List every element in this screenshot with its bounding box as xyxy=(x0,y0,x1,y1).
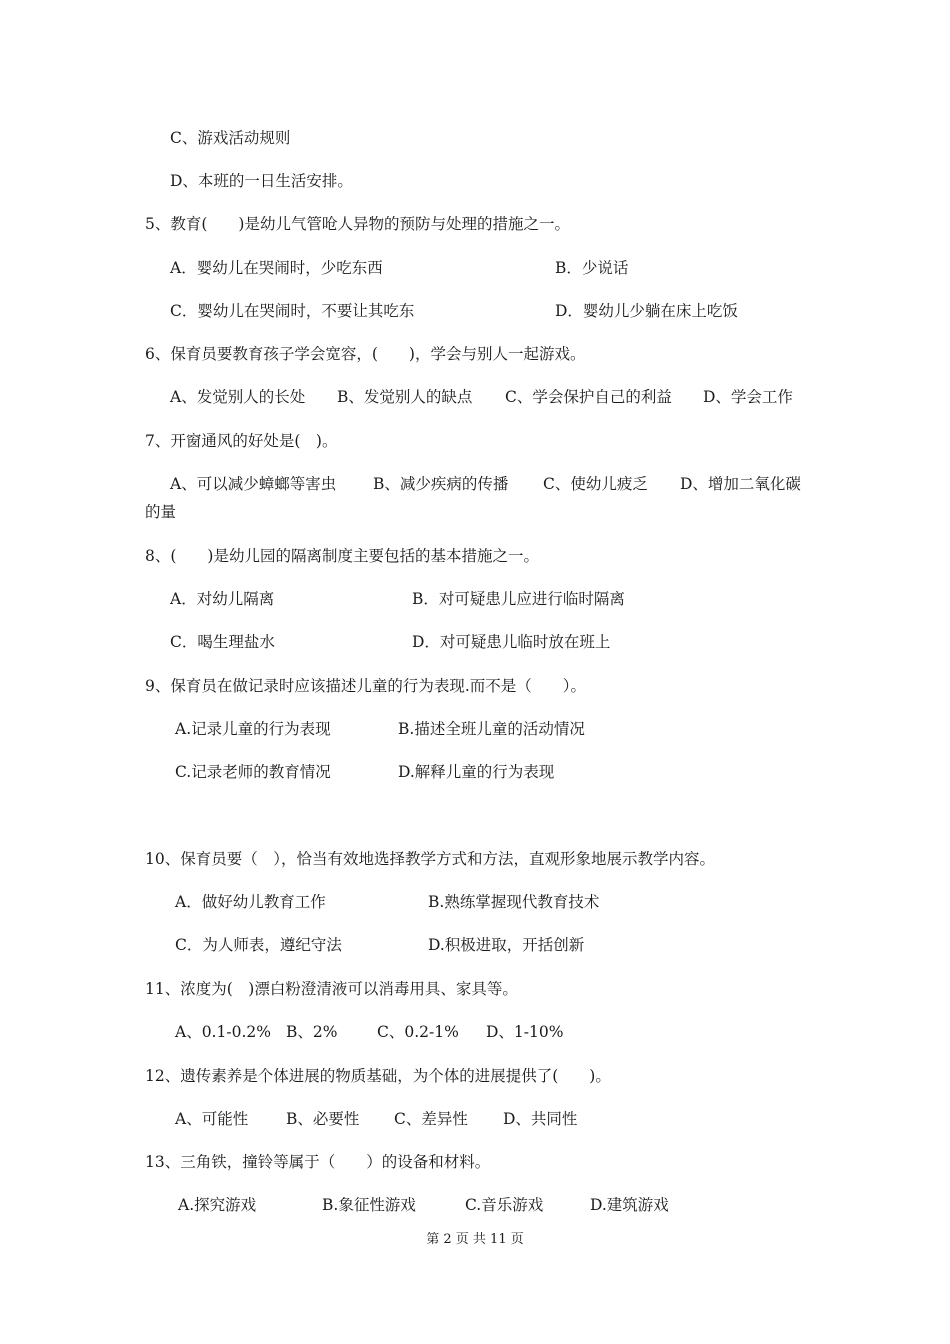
q9-option-d: D.解释儿童的行为表现 xyxy=(398,763,555,781)
q5-option-b: B．少说话 xyxy=(555,259,629,277)
q13-option-a: A.探究游戏 xyxy=(178,1196,257,1214)
q6-option-c: C、学会保护自己的利益 xyxy=(505,388,672,406)
q12-option-c: C、差异性 xyxy=(394,1110,468,1128)
q11-option-d: D、1-10% xyxy=(486,1023,564,1041)
q5-option-d: D．婴幼儿少躺在床上吃饭 xyxy=(555,302,738,320)
q8-option-b: B．对可疑患儿应进行临时隔离 xyxy=(412,590,625,608)
q8-option-a: A．对幼儿隔离 xyxy=(170,590,275,608)
question-10: 10、保育员要（ ），恰当有效地选择教学方式和方法，直观形象地展示教学内容。 xyxy=(145,850,715,868)
q10-option-d: D.积极进取，开括创新 xyxy=(428,936,585,954)
question-6: 6、保育员要教育孩子学会宽容，( )，学会与别人一起游戏。 xyxy=(145,345,586,363)
question-12: 12、遗传素养是个体进展的物质基础，为个体的进展提供了( )。 xyxy=(145,1067,611,1085)
q12-option-b: B、必要性 xyxy=(286,1110,360,1128)
q8-option-d: D．对可疑患儿临时放在班上 xyxy=(412,633,611,651)
question-7: 7、开窗通风的好处是( )。 xyxy=(145,432,338,450)
q9-option-b: B.描述全班儿童的活动情况 xyxy=(398,720,585,738)
question-5: 5、教育( )是幼儿气管呛人异物的预防与处理的措施之一。 xyxy=(145,215,570,233)
q7-option-d: D、增加二氧化碳 xyxy=(680,475,801,493)
question-11: 11、浓度为( )漂白粉澄清液可以消毒用具、家具等。 xyxy=(145,980,518,998)
q9-option-c: C.记录老师的教育情况 xyxy=(175,763,331,781)
q13-option-c: C.音乐游戏 xyxy=(465,1196,544,1214)
q10-option-a: A．做好幼儿教育工作 xyxy=(175,893,326,911)
q9-option-a: A.记录儿童的行为表现 xyxy=(175,720,331,738)
q5-option-c: C．婴幼儿在哭闹时，不要让其吃东 xyxy=(170,302,415,320)
q12-option-a: A、可能性 xyxy=(175,1110,249,1128)
q12-option-d: D、共同性 xyxy=(503,1110,578,1128)
q6-option-b: B、发觉别人的缺点 xyxy=(337,388,473,406)
question-13: 13、三角铁，撞铃等属于（ ）的设备和材料。 xyxy=(145,1153,491,1171)
q11-option-c: C、0.2-1% xyxy=(377,1023,459,1041)
q6-option-d: D、学会工作 xyxy=(703,388,793,406)
q7-option-b: B、减少疾病的传播 xyxy=(373,475,509,493)
q10-option-b: B.熟练掌握现代教育技术 xyxy=(428,893,600,911)
option-line: C、游戏活动规则 xyxy=(170,129,291,147)
q7-option-a: A、可以减少蟑螂等害虫 xyxy=(170,475,337,493)
q7-option-c: C、使幼儿疲乏 xyxy=(543,475,648,493)
question-9: 9、保育员在做记录时应该描述儿童的行为表现.而不是（ ）。 xyxy=(145,677,587,695)
q8-option-c: C．喝生理盐水 xyxy=(170,633,275,651)
q11-option-a: A、0.1-0.2% xyxy=(175,1023,271,1041)
q6-option-a: A、发觉别人的长处 xyxy=(170,388,306,406)
q5-option-a: A．婴幼儿在哭闹时，少吃东西 xyxy=(170,259,383,277)
question-8: 8、( )是幼儿园的隔离制度主要包括的基本措施之一。 xyxy=(145,547,539,565)
option-line: D、本班的一日生活安排。 xyxy=(170,172,353,190)
q13-option-b: B.象征性游戏 xyxy=(322,1196,416,1214)
page-footer: 第 2 页 共 11 页 xyxy=(426,1232,524,1247)
q11-option-b: B、2% xyxy=(286,1023,338,1041)
q13-option-d: D.建筑游戏 xyxy=(590,1196,669,1214)
q10-option-c: C．为人师表，遵纪守法 xyxy=(175,936,342,954)
q7-option-d-continuation: 的量 xyxy=(145,503,177,521)
